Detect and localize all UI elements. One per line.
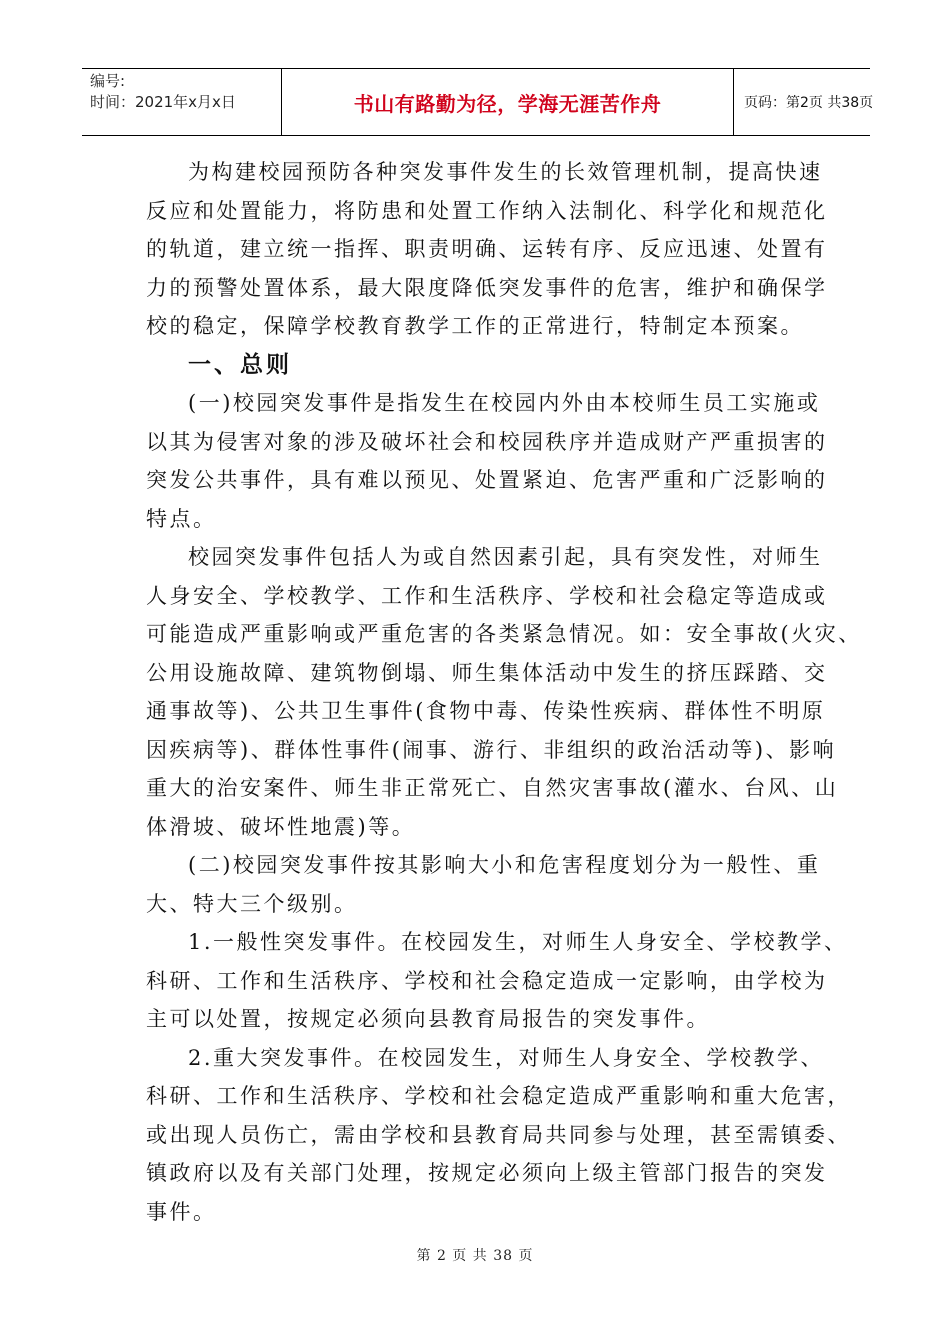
paragraph-definition (146, 384, 828, 538)
text-line: 1.一般性突发事件。在校园发生，对师生人身安全、学校教学、 (188, 930, 848, 954)
text-line: 2.重大突发事件。在校园发生，对师生人身安全、学校教学、 (188, 1045, 825, 1070)
header-motto: 书山有路勤为径，学海无涯苦作舟 (282, 69, 734, 135)
intro-paragraph (146, 153, 828, 346)
paragraph-general-event (146, 923, 848, 1039)
text-line: 为构建校园预防各种突发事件发生的长效管理机制，提高快速 (188, 160, 823, 184)
date-label: 时间：2021年x月x日 (90, 93, 236, 111)
text-line: 力的预警处置体系，最大限度降低突发事件的危害，维护和确保学 (146, 275, 828, 300)
paragraph-major-event (146, 1039, 851, 1232)
header-page-info: 页码：第2页 共38页 (744, 95, 874, 111)
text-line: 重大的治安案件、师生非正常死亡、自然灾害事故(灌水、台风、山 (146, 776, 839, 800)
text-line: 体滑坡、破坏性地震)等。 (146, 814, 416, 839)
header-meta-cell (82, 69, 282, 135)
page-footer: 第 2 页 共 38 页 (416, 1248, 534, 1264)
text-line: 事件。 (146, 1199, 217, 1224)
text-line: 大、特大三个级别。 (146, 891, 358, 916)
serial-number-label: 编号: (90, 72, 126, 90)
text-line: 以其为侵害对象的涉及破坏社会和校园秩序并造成财产严重损害的 (146, 429, 828, 454)
text-line: 因疾病等)、群体性事件(闹事、游行、非组织的政治活动等)、影响 (146, 737, 837, 762)
text-line: 突发公共事件，具有难以预见、处置紧迫、危害严重和广泛影响的 (146, 468, 828, 492)
paragraph-categories (146, 538, 862, 846)
text-line: 或出现人员伤亡，需由学校和县教育局共同参与处理，甚至需镇委、 (146, 1122, 851, 1147)
text-line: 校的稳定，保障学校教育教学工作的正常进行，特制定本预案。 (146, 314, 804, 338)
text-line: 特点。 (146, 506, 217, 531)
text-line: (二)校园突发事件按其影响大小和危害程度划分为一般性、重 (188, 853, 821, 877)
text-line: 科研、工作和生活秩序、学校和社会稳定造成一定影响，由学校为 (146, 968, 828, 993)
text-line: 校园突发事件包括人为或自然因素引起，具有突发性，对师生 (188, 545, 823, 569)
text-line: 公用设施故障、建筑物倒塌、师生集体活动中发生的挤压踩踏、交 (146, 660, 828, 685)
paragraph-levels (146, 846, 821, 923)
text-line: (一)校园突发事件是指发生在校园内外由本校师生员工实施或 (188, 391, 821, 415)
text-line: 的轨道，建立统一指挥、职责明确、运转有序、反应迅速、处置有 (146, 237, 828, 261)
text-line: 镇政府以及有关部门处理，按规定必须向上级主管部门报告的突发 (146, 1161, 828, 1185)
document-body (146, 153, 862, 1231)
document-header (82, 68, 874, 136)
text-line: 主可以处置，按规定必须向县教育局报告的突发事件。 (146, 1007, 710, 1031)
text-line: 可能造成严重影响或严重危害的各类紧急情况。如：安全事故(火灾、 (146, 622, 862, 646)
text-line: 通事故等)、公共卫生事件(食物中毒、传染性疾病、群体性不明原 (146, 699, 826, 723)
text-line: 科研、工作和生活秩序、学校和社会稳定造成严重影响和重大危害， (146, 1084, 851, 1108)
section-heading: 一、总则 (188, 351, 292, 378)
text-line: 人身安全、学校教学、工作和生活秩序、学校和社会稳定等造成或 (146, 583, 828, 608)
text-line: 反应和处置能力，将防患和处置工作纳入法制化、科学化和规范化 (146, 198, 828, 223)
